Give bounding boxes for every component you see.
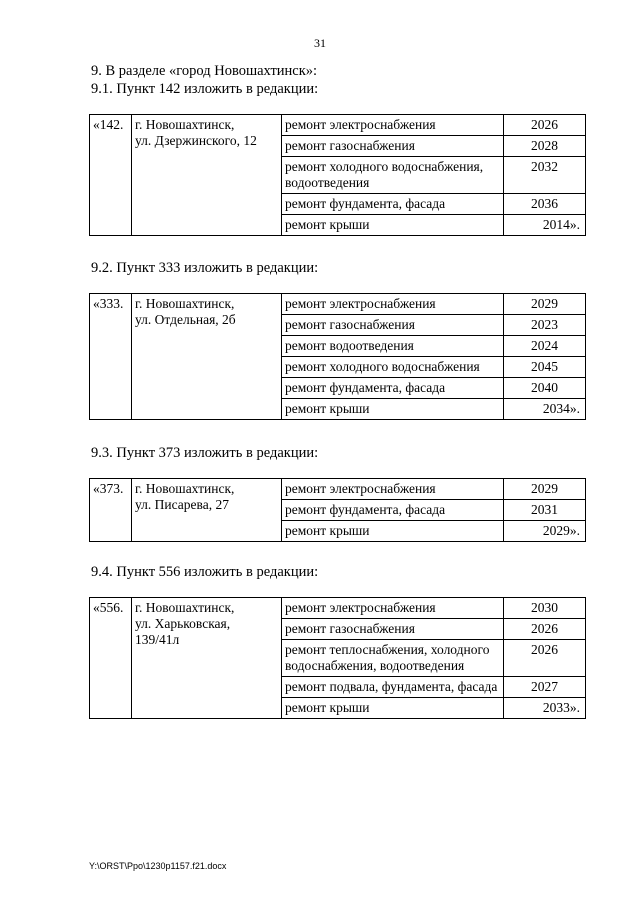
work-type: ремонт холодного водоснабжения, водоотведения	[282, 157, 504, 194]
amendment-table	[89, 114, 586, 236]
work-type: ремонт электроснабжения	[282, 479, 504, 500]
year: 2029	[504, 294, 586, 315]
address-line: г. Новошахтинск,	[135, 117, 235, 132]
footer-file-path: Y:\ORST\Ppo\1230p1157.f21.docx	[89, 861, 227, 871]
item-number: «333.	[90, 294, 132, 420]
work-type: ремонт электроснабжения	[282, 115, 504, 136]
table-row	[90, 294, 586, 315]
amendment-heading: 9.1. Пункт 142 изложить в редакции:	[91, 81, 319, 97]
address	[132, 479, 282, 542]
amendment-table	[89, 293, 586, 420]
work-type: ремонт фундамента, фасада	[282, 500, 504, 521]
year: 2030	[504, 598, 586, 619]
table-row	[90, 479, 586, 500]
item-number: «373.	[90, 479, 132, 542]
address-line: 139/41л	[135, 632, 180, 647]
address-line: ул. Писарева, 27	[135, 497, 229, 512]
year: 2029	[504, 479, 586, 500]
address-line: ул. Отдельная, 2б	[135, 312, 236, 327]
work-type: ремонт холодного водоснабжения	[282, 357, 504, 378]
work-type: ремонт газоснабжения	[282, 136, 504, 157]
item-number: «142.	[90, 115, 132, 236]
year: 2026	[504, 115, 586, 136]
address-line: ул. Дзержинского, 12	[135, 133, 257, 148]
amendment-heading: 9.2. Пункт 333 изложить в редакции:	[91, 260, 319, 276]
work-type: ремонт газоснабжения	[282, 315, 504, 336]
work-type: ремонт крыши	[282, 399, 504, 420]
work-type: ремонт электроснабжения	[282, 598, 504, 619]
work-type: ремонт крыши	[282, 521, 504, 542]
amendment-heading: 9.4. Пункт 556 изложить в редакции:	[91, 564, 319, 580]
work-type: ремонт теплоснабжения, холодного водоснабжения, водоотведения	[282, 640, 504, 677]
work-type: ремонт подвала, фундамента, фасада	[282, 677, 504, 698]
work-type: ремонт газоснабжения	[282, 619, 504, 640]
year: 2027	[504, 677, 586, 698]
year: 2028	[504, 136, 586, 157]
page-number: 31	[314, 36, 326, 50]
address-line: г. Новошахтинск,	[135, 600, 235, 615]
work-type: ремонт водоотведения	[282, 336, 504, 357]
year: 2026	[504, 640, 586, 677]
year: 2045	[504, 357, 586, 378]
year: 2014».	[504, 215, 586, 236]
address-line: ул. Харьковская,	[135, 616, 231, 631]
work-type: ремонт электроснабжения	[282, 294, 504, 315]
work-type: ремонт крыши	[282, 215, 504, 236]
year: 2029».	[504, 521, 586, 542]
work-type: ремонт фундамента, фасада	[282, 194, 504, 215]
year: 2031	[504, 500, 586, 521]
address-line: г. Новошахтинск,	[135, 296, 235, 311]
work-type: ремонт крыши	[282, 698, 504, 719]
section-heading: 9. В разделе «город Новошахтинск»:	[91, 63, 318, 79]
year: 2036	[504, 194, 586, 215]
work-type: ремонт фундамента, фасада	[282, 378, 504, 399]
table-row	[90, 115, 586, 136]
amendment-heading: 9.3. Пункт 373 изложить в редакции:	[91, 445, 319, 461]
year: 2040	[504, 378, 586, 399]
address	[132, 115, 282, 236]
year: 2034».	[504, 399, 586, 420]
year: 2033».	[504, 698, 586, 719]
table-row	[90, 598, 586, 619]
year: 2032	[504, 157, 586, 194]
year: 2026	[504, 619, 586, 640]
year: 2023	[504, 315, 586, 336]
address-line: г. Новошахтинск,	[135, 481, 235, 496]
address	[132, 598, 282, 719]
item-number: «556.	[90, 598, 132, 719]
amendment-table	[89, 597, 586, 719]
address	[132, 294, 282, 420]
amendment-table	[89, 478, 586, 542]
year: 2024	[504, 336, 586, 357]
